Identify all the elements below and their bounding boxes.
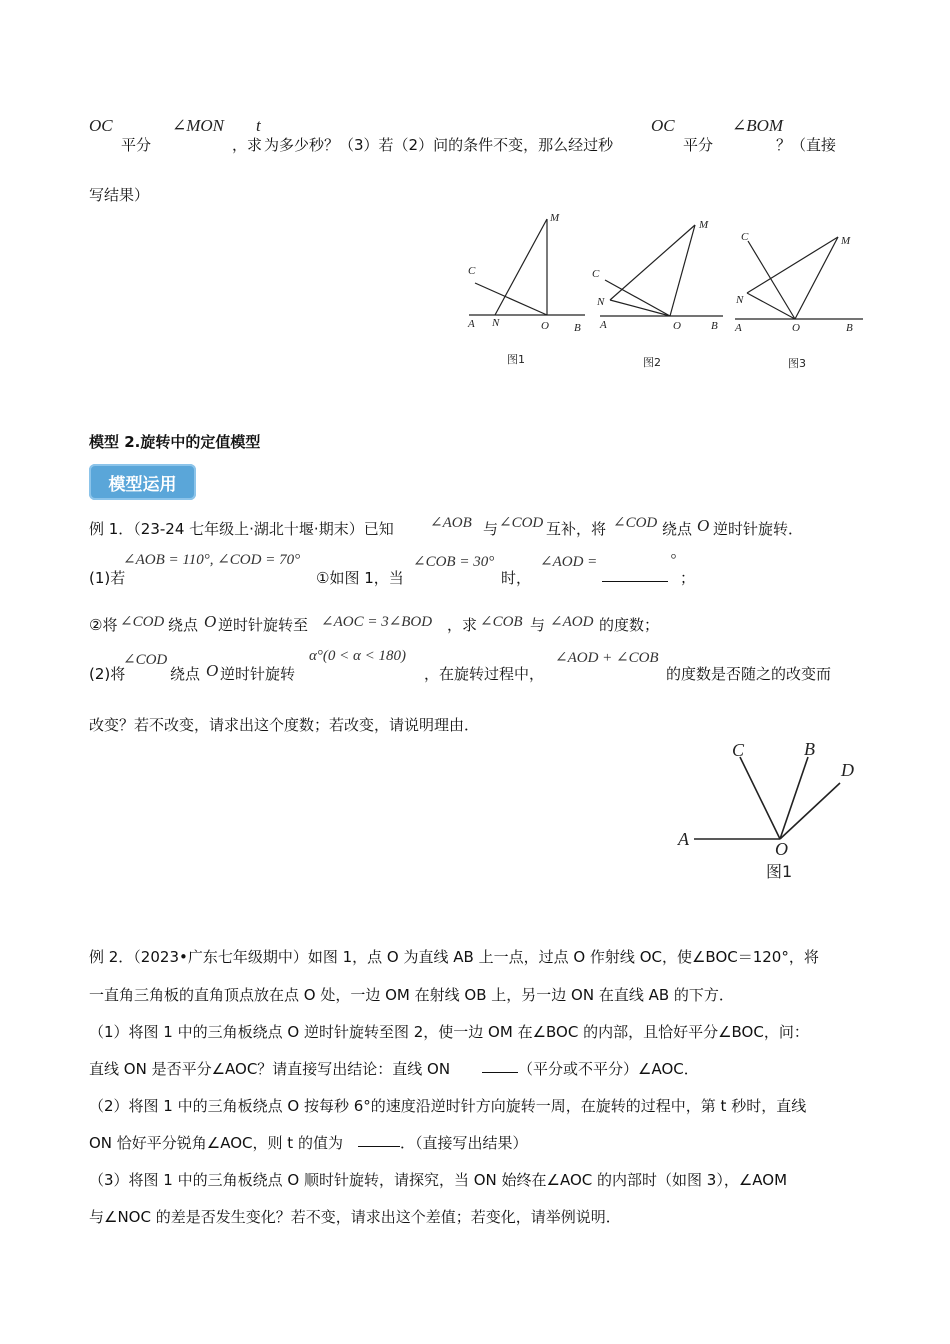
fig1-label-c: C: [468, 265, 476, 277]
ex1-sub2-text-yu: 与: [530, 616, 546, 634]
ex2-answer-blank-t[interactable]: [358, 1132, 400, 1147]
fig3-label-c: C: [741, 231, 749, 243]
fig1-caption: 图1: [507, 353, 525, 366]
fig1-label-m: M: [550, 212, 560, 224]
ex1-part2-label: (2)将: [89, 665, 126, 683]
ex1-fig-ray-oc: [740, 757, 780, 839]
ex2-part1-line2: 直线 ON 是否平分∠AOC？请直接写出结论：直线 ON: [89, 1060, 451, 1078]
math-oc: OC: [89, 116, 113, 135]
ex1-sub2-math-o: O: [204, 612, 217, 631]
fig3-label-m: M: [841, 235, 851, 247]
text-write-result: 写结果）: [89, 186, 150, 204]
ex1-fig-caption: 图1: [766, 862, 793, 881]
fig1-label-o: O: [541, 320, 549, 332]
fig2-label-c: C: [592, 268, 600, 280]
fig3-segment-mn: [747, 237, 838, 293]
ex1-part2-math-cod: ∠COD: [123, 652, 168, 668]
ex1-math-cob-30: ∠COB = 30°: [413, 554, 495, 570]
ex1-sub2-math-cob: ∠COB: [480, 614, 523, 630]
fig2-caption: 图2: [643, 356, 661, 369]
text-pingfen-2: 平分: [683, 136, 714, 154]
ex1-part1-sub1: ①如图 1，当: [316, 569, 404, 587]
ex1-part2-text-line2: 改变？若不改变，请求出这个度数；若改变，请说明理由．: [89, 716, 480, 734]
ex1-part1-label: (1)若: [89, 569, 126, 587]
ex1-text-raodian: 绕点: [662, 520, 693, 538]
fig2-label-a: A: [600, 319, 607, 331]
fig1-label-b: B: [574, 322, 581, 334]
ex1-figure-1: [670, 735, 870, 890]
ex1-intro-text: 例 1．（23-24 七年级上·湖北十堰·期末）已知: [89, 520, 394, 538]
ex2-part2: （2）将图 1 中的三角板绕点 O 按每秒 6°的速度沿逆时针方向旋转一周，在旋转的过程中，第 t 秒时，直线: [89, 1097, 807, 1115]
fig3-caption: 图3: [788, 357, 806, 370]
ex1-fig-label-a: A: [678, 829, 689, 849]
fig2-label-n: N: [597, 296, 605, 308]
ex1-text-hubu: 互补，将: [546, 520, 607, 538]
ex2-part1-line2-tail: （平分或不平分）∠AOC．: [518, 1060, 699, 1078]
ex1-sub2-text-degrees: 的度数；: [599, 616, 660, 634]
ex1-math-given: ∠AOB = 110°, ∠COD = 70°: [123, 552, 301, 568]
ex1-math-o: O: [697, 516, 710, 535]
fig2-ray-on: [610, 300, 670, 316]
figure-2: [600, 225, 723, 316]
math-angle-bom: ∠BOM: [732, 116, 784, 135]
ex1-degree-sign: °: [670, 552, 676, 568]
ex1-sub2-math-condition: ∠AOC = 3∠BOD: [321, 614, 433, 630]
ex1-part2-text-raodian: 绕点: [170, 665, 201, 683]
ex1-part2-math-sum: ∠AOD + ∠COB: [555, 650, 659, 666]
ex1-fig-label-c: C: [732, 740, 745, 760]
ex1-part2-text-rotate: 逆时针旋转: [220, 665, 296, 683]
ex1-math-cod: ∠COD: [499, 515, 544, 531]
ex2-line-1: 例 2．（2023•广东七年级期中）如图 1，点 O 为直线 AB 上一点，过点 O 作射线 OC，使∠BOC＝120°，将: [89, 948, 819, 966]
fig1-label-n: N: [492, 317, 500, 329]
fig2-ray-oc: [605, 280, 670, 316]
ex1-math-cod-2: ∠COD: [613, 515, 658, 531]
ex1-part1-sub2: ②将: [89, 616, 118, 634]
ex2-part3: （3）将图 1 中的三角板绕点 O 顺时针旋转，请探究，当 ON 始终在∠AOC 的内部时（如图 3），∠AOM: [89, 1171, 788, 1189]
fig2-segment-mn: [610, 225, 695, 300]
ex2-line-2: 一直角三角板的直角顶点放在点 O 处，一边 OM 在射线 OB 上，另一边 ON 在直线 AB 的下方．: [89, 986, 734, 1004]
ex1-text-shi: 时，: [501, 569, 532, 587]
ex1-sub2-math-cod: ∠COD: [120, 614, 165, 630]
fig1-segment-mn: [495, 219, 547, 315]
fig2-label-o: O: [673, 320, 681, 332]
ex2-part2-line2: ON 恰好平分锐角∠AOC，则 t 的值为: [89, 1134, 343, 1152]
section-heading-model-2: 模型 2.旋转中的定值模型: [89, 433, 261, 451]
ex1-part2-text-during: ，在旋转过程中，: [424, 665, 545, 683]
text-pingfen: 平分: [121, 136, 152, 154]
text-zhijie: ？（直接: [776, 136, 837, 154]
ex1-semicolon: ；: [680, 569, 696, 587]
ex1-sub2-text-rotate: 逆时针旋转至: [218, 616, 309, 634]
ex1-sub2-text-raodian: 绕点: [168, 616, 199, 634]
math-angle-mon: ∠MON: [172, 116, 225, 135]
ex1-sub2-text-qiu: ，求: [447, 616, 478, 634]
fig3-ray-oc: [748, 241, 795, 319]
ex1-math-aod-eq: ∠AOD =: [540, 554, 598, 570]
ex1-sub2-math-aod: ∠AOD: [550, 614, 594, 630]
ex1-part2-text-whether: 的度数是否随之的改变而: [666, 665, 832, 683]
ex1-fig-label-o: O: [775, 839, 788, 859]
figure-3: [735, 237, 863, 319]
ex1-part2-math-alpha: α°(0 < α < 180): [309, 648, 406, 664]
math-oc-2: OC: [651, 116, 675, 135]
ex2-part3-line2: 与∠NOC 的差是否发生变化？若不变，请求出这个差值；若变化，请举例说明．: [89, 1208, 621, 1226]
fig1-ray-oc: [475, 283, 547, 315]
fig2-label-b: B: [711, 320, 718, 332]
ex1-part2-math-o: O: [206, 661, 219, 680]
ex1-fig-label-b: B: [804, 739, 815, 759]
ex1-text-yu: 与: [483, 520, 499, 538]
math-t: t: [256, 116, 261, 135]
figures-top: [455, 205, 875, 380]
fig3-label-b: B: [846, 322, 853, 334]
fig3-label-o: O: [792, 322, 800, 334]
ex2-answer-blank-bisect[interactable]: [482, 1058, 518, 1073]
text-question-3: 为多少秒？（3）若（2）问的条件不变，那么经过秒: [264, 136, 614, 154]
fig3-ray-om: [795, 237, 838, 319]
fig3-label-a: A: [735, 322, 742, 334]
figure-1: [469, 219, 585, 315]
fig2-label-m: M: [699, 219, 709, 231]
text-qiu: ，求: [232, 136, 263, 154]
ex1-answer-blank-aod[interactable]: [602, 567, 668, 582]
fig3-label-n: N: [736, 294, 744, 306]
ex1-text-rotate: 逆时针旋转．: [713, 520, 804, 538]
fig2-ray-om: [670, 225, 695, 316]
ex1-math-aob: ∠AOB: [430, 515, 472, 531]
ex2-part2-line2-tail: ．（直接写出结果）: [400, 1134, 528, 1152]
fig1-label-a: A: [468, 318, 475, 330]
model-application-badge: 模型运用: [89, 464, 196, 500]
ex2-part1: （1）将图 1 中的三角板绕点 O 逆时针旋转至图 2，使一边 OM 在∠BOC 的内部，且恰好平分∠BOC，问：: [89, 1023, 809, 1041]
ex1-fig-label-d: D: [841, 760, 854, 780]
